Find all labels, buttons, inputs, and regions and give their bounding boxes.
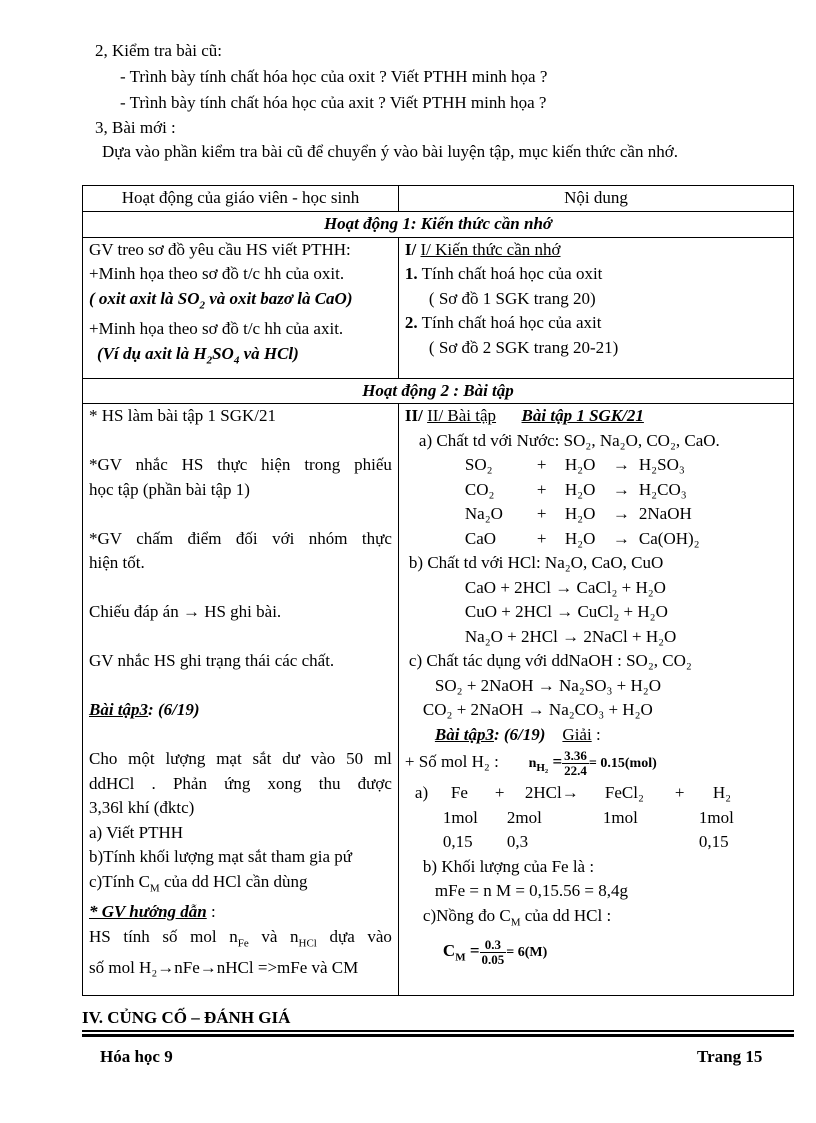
a2-left-line: Cho một lượng mạt sắt dư vào 50 ml: [89, 749, 392, 768]
a2-right-line: mFe = n M = 0,15.56 = 8,4g: [434, 881, 629, 900]
a2-left-line: c)Tính $C_M$ của dd HCl cần dùng: [89, 871, 308, 894]
header-right: Nội dung: [398, 186, 793, 212]
a2-left-line: ddHCl . Phản ứng xong thu được: [89, 773, 392, 793]
a2-left-line: *GV nhắc HS thực hiện trong phiếu: [89, 455, 392, 474]
activity-2-right: [398, 404, 793, 996]
equations-water: [405, 453, 787, 551]
intro-line-2: - Trình bày tính chất hóa học của oxit ? Viết PTHH minh họa ?: [120, 67, 548, 86]
a2-left-line: học tập (phần bài tập 1): [89, 479, 250, 499]
lesson-table: [82, 185, 794, 996]
reaction-mol-values: 0,15 0,3 0,15: [442, 832, 729, 851]
equation-water: Na₂O + H₂O → 2NaOH: [464, 504, 692, 523]
activity-2-left: [83, 404, 399, 996]
a1-left-line: (Ví dụ axit là $H_2SO_4$ và HCl): [97, 343, 299, 367]
a1-left-line: GV treo sơ đồ yêu cầu HS viết PTHH:: [89, 239, 351, 259]
a1-right-line: ( Sơ đồ 2 SGK trang 20-21): [428, 337, 619, 357]
mol-formula: $n_{H_2}$: [528, 756, 549, 774]
footer-divider: [82, 1034, 794, 1037]
a2-left-line: HS tính số mol $n_{Fe}$ và $n_{HCl}$ dựa vào: [89, 926, 392, 950]
equation-naoh: CO₂ + 2NaOH → Na₂CO₃ + H₂O: [422, 700, 653, 719]
a1-right-line: 1. Tính chất hoá học của oxit: [404, 264, 603, 283]
header-left: Hoạt động của giáo viên - học sinh: [83, 186, 399, 212]
footer-divider: [82, 1030, 794, 1032]
a1-right-heading: I/ I/ Kiến thức cần nhớ: [404, 239, 561, 259]
section-4-heading: IV. CỦNG CỐ – ĐÁNH GIÁ: [82, 1008, 291, 1027]
a2-left-line: * HS làm bài tập 1 SGK/21: [89, 406, 276, 425]
footer-page-number: Trang 15: [697, 1047, 763, 1066]
equation-naoh: SO₂ + 2NaOH → Na₂SO₃ + H₂O: [434, 675, 662, 695]
cm-formula: $C_M$ = $\frac{0.3}{0.05}$ = 6(M): [442, 936, 548, 967]
a1-left-line: ( oxit axit là $SO_2$ và oxit bazơ là CaO): [89, 288, 353, 311]
a1-left-line: +Minh họa theo sơ đồ t/c hh của axit.: [89, 319, 344, 339]
a1-right-line: ( Sơ đồ 1 SGK trang 20): [428, 288, 596, 308]
reaction-fe-hcl: a) Fe + 2HCl→ FeCl₂ + H₂: [414, 783, 732, 802]
intro-line-4: 3, Bài mới :: [95, 118, 176, 137]
a2-left-line: a) Viết PTHH: [89, 822, 184, 842]
a2-left-line: số mol H₂→nFe→nHCl =>mFe và CM: [89, 957, 359, 977]
a2-left-line: b)Tính khối lượng mạt sắt tham gia pứ: [89, 847, 353, 866]
a2-right-line: c)Nồng đo $C_M$ của dd HCl :: [422, 905, 612, 928]
equation-water: CO₂ + H₂O → H₂CO₃: [464, 479, 687, 499]
intro-line-3: - Trình bày tính chất hóa học của axit ? Viết PTHH minh họa ?: [120, 93, 547, 112]
equation-water: SO₂ + H₂O → H₂SO₃: [464, 455, 685, 474]
a2-right-line: a) Chất td với Nước: SO₂, Na₂O, CO₂, CaO.: [418, 430, 720, 450]
a2-right-heading: II/ II/ Bài tập Bài tập 1 SGK/21: [404, 406, 644, 425]
a2-left-line: 3,36l khí (đktc): [89, 798, 195, 817]
a2-right-line: b) Khối lượng của Fe là :: [422, 856, 595, 876]
reaction-mol-ratio: 1mol 2mol 1mol 1mol: [442, 807, 734, 827]
a2-right-line: c) Chất tác dụng với ddNaOH : SO₂, CO₂: [408, 651, 692, 670]
equation-hcl: CuO + 2HCl → CuCl₂ + H₂O: [464, 602, 668, 621]
mol-h2-line: + Số mol H₂ : $n_{H_2}$ = $\frac{3.36}{22.4}$ = 0.15(mol): [404, 747, 657, 778]
a2-right-line: b) Chất td với HCl: Na₂O, CaO, CuO: [408, 553, 664, 572]
a2-right-exercise-title: Bài tập3: (6/19) Giải :: [434, 724, 601, 744]
activity-1-right: [398, 237, 793, 378]
a2-left-line: GV nhắc HS ghi trạng thái các chất.: [89, 651, 335, 670]
intro-line-1: 2, Kiểm tra bài cũ:: [95, 41, 222, 60]
equation-hcl: CaO + 2HCl → CaCl₂ + H₂O: [464, 577, 666, 597]
a2-left-line: hiện tốt.: [89, 553, 145, 572]
equation-hcl: Na₂O + 2HCl → 2NaCl + H₂O: [464, 626, 677, 646]
a1-left-line: +Minh họa theo sơ đồ t/c hh của oxit.: [89, 264, 345, 283]
a2-left-exercise-title: Bài tập3: (6/19): [89, 700, 200, 719]
a2-left-line: Chiếu đáp án → HS ghi bài.: [89, 602, 282, 621]
activity-1-heading: Hoạt động 1: Kiến thức cần nhớ: [83, 212, 794, 238]
a2-left-guide-title: * GV hướng dẫn :: [89, 902, 216, 922]
a1-right-line: 2. Tính chất hoá học của axit: [404, 313, 602, 332]
arrow-icon: →: [182, 602, 200, 621]
a2-left-line: *GV chấm điểm đối với nhóm thực: [89, 528, 392, 548]
footer-subject: Hóa học 9: [100, 1047, 173, 1066]
intro-line-5: Dựa vào phần kiểm tra bài cũ để chuyển ý vào bài luyện tập, mục kiến thức cần nhớ.: [102, 142, 678, 161]
equation-water: CaO + H₂O → Ca(OH)₂: [464, 528, 700, 548]
activity-2-heading: Hoạt động 2 : Bài tập: [83, 378, 794, 404]
activity-1-left: [83, 237, 399, 378]
